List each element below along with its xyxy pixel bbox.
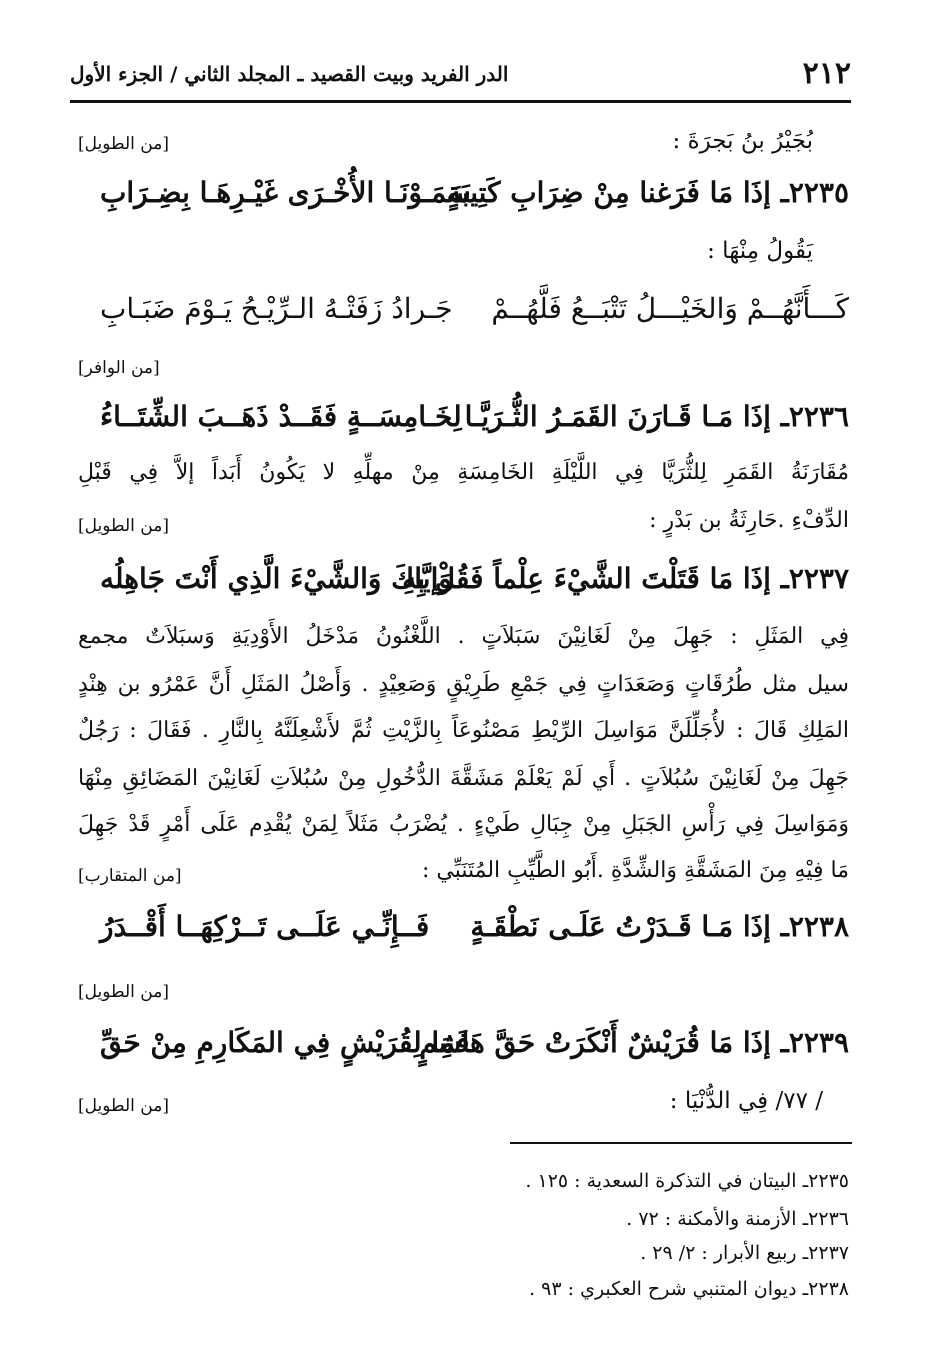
prose-line: جَهِلَ مِنْ لَغَانِيْنَ سُبُلاَتٍ . أَي لَمْ يَعْلَمْ مَشَقَّةَ الدُّخُولِ مِنْ سُبُلاَتِ لَغَانِيْنَ المَضَائِقِ مِنْهَا: [78, 766, 849, 791]
verse-second-hemistich: لِخَـامِسَــةٍ فَقَــدْ ذَهَــبَ الشِّتَــاءُ: [100, 400, 462, 433]
verse-2239: [100, 1026, 849, 1072]
meter-label: [من المتقارب]: [78, 866, 182, 886]
verse-second-hemistich: جَـرادُ زَفَتْـهُ الـرِّيْـحُ يَـوْمَ ضَبَـابِ: [100, 292, 453, 325]
prose-line: وَمَوَاسِلَ فِي رَأْسِ الجَبَلِ مِنْ جِبَالِ طَيْءٍ . يُضْرَبُ مَثَلاً لِمَنْ يُقْدِم عَلَى أَمْرٍ قَدْ جَهِلَ: [78, 812, 849, 837]
verse-second-hemistich: وَإيَّاكَ وَالشَّيْءَ الَّذِي أَنْتَ جَاهِلُه: [100, 562, 452, 595]
verse-first-hemistich: ٢٢٣٩ـ إذَا مَا قُرَيْشٌ أَنْكَرَتْ حَقَّ هَاشِمٍ: [419, 1026, 849, 1059]
page-number: ٢١٢: [802, 56, 851, 91]
verse-second-hemistich: فَمَا لِقُرَيْشٍ فِي المَكَارِمِ مِنْ حَقِّ: [100, 1026, 470, 1059]
verse-2237: [100, 562, 849, 608]
running-header: [70, 56, 851, 96]
header-rule: [70, 100, 851, 103]
prose-line: المَلِكِ قَالَ : لأُجَلِّلَنَّ مَوَاسِلَ الرِّيْطِ مَصْنُوعَاً بِالزَّيْتِ ثُمَّ لأَشْعِلَنَّهُ بِالنَّارِ . فَقَالَ : رَجُلٌ: [78, 718, 849, 743]
prose-line: سيل مثل طُرُقَاتٍ وَصَعَدَاتٍ فِي جَمْعِ طَرِيْقٍ وَصَعِيْدٍ . وَأَصْلُ المَثَلِ أَنَّ عَمْرُو بن هِنْدٍ: [78, 672, 849, 697]
poem-intro: / ٧٧/ فِي الدُّنْيَا :: [669, 1088, 823, 1114]
verse-first-hemistich: ٢٢٣٨ـ إذَا مَـا قَـدَرْتُ عَلَـى نَطْقَـةٍ: [470, 910, 849, 943]
footnote: ٢٢٣٧ـ ربيع الأبرار : ٢/ ٢٩ .: [640, 1242, 849, 1264]
meter-label: [من الطويل]: [78, 982, 169, 1002]
meter-label: [من الوافر]: [78, 358, 160, 378]
verse-2235: [100, 176, 849, 222]
verse-first-hemistich: ٢٢٣٧ـ إذَا مَا قَتَلْتَ الشَّيْءَ عِلْماً فَقُلْ بِهِ: [402, 562, 849, 595]
poet-intro: بُجَيْرُ بنُ بَجرَةَ :: [672, 128, 813, 154]
meter-label: [من الطويل]: [78, 134, 169, 154]
meter-label: [من الطويل]: [78, 516, 169, 536]
verse-second-hemistich: فَــإِنِّـي عَلَــى تَــرْكِهَــا أَقْــدَرُ: [100, 910, 430, 943]
verse-2238: [100, 910, 849, 956]
footnote: ٢٢٣٦ـ الأزمنة والأمكنة : ٧٢ .: [626, 1208, 849, 1230]
verse-second-hemistich: سَمَـوْنَـا الأُخْـرَى غَيْـرِهَـا بِضِـرَابِ: [100, 176, 471, 209]
footnote: ٢٢٣٨ـ ديوان المتنبي شرح العكبري : ٩٣ .: [529, 1278, 849, 1300]
prose-line: فِي المَثَلِ : جَهِلَ مِنْ لَغَانِيْنَ سَبَلاَتٍ . اللَّغْنُونُ مَدْخَلُ الأَوْدِيَةِ وَسبَلاَتٌ مجمع: [78, 624, 849, 649]
footnote: ٢٢٣٥ـ البيتان في التذكرة السعدية : ١٢٥ .: [525, 1170, 849, 1192]
footnote-rule: [510, 1142, 852, 1144]
verse-2235-continuation: [100, 292, 849, 338]
prose-line: مَا فِيْهِ مِنَ المَشَقَّةِ وَالشِّدَّةِ .أَبُو الطَّيِّبِ المُتَنَبِّي :: [421, 858, 849, 883]
running-title: الدر الفريد وبيت القصيد ـ المجلد الثاني / الجزء الأول: [70, 62, 509, 86]
verse-2236: [100, 400, 849, 446]
poem-intro: يَقُولُ مِنْهَا :: [707, 238, 813, 264]
prose-line: الدِّفْءِ .حَارِثَةُ بن بَدْرٍ :: [649, 508, 849, 533]
meter-label: [من الطويل]: [78, 1096, 169, 1116]
verse-first-hemistich: ٢٢٣٥ـ إذَا مَا فَرَغنا مِنْ ضِرَابِ كَتِيبَةٍ: [446, 176, 849, 209]
prose-line: مُقَارَنَةُ القَمَرِ لِلثُّرَيَّا فِي اللَّيْلَةِ الخَامِسَةِ مِنْ مهلِّهِ لا يَكُونُ أَبَداً إلاَّ فِي قَبْلِ: [78, 460, 849, 485]
verse-first-hemistich: كَـــأَنَّهُــمْ وَالخَيْـــلُ تَتْبَــعُ فَلَّهُــمْ: [491, 292, 849, 325]
verse-first-hemistich: ٢٢٣٦ـ إذَا مَـا قَـارَنَ القَمَـرُ الثُّـرَيَّـا: [464, 400, 849, 433]
